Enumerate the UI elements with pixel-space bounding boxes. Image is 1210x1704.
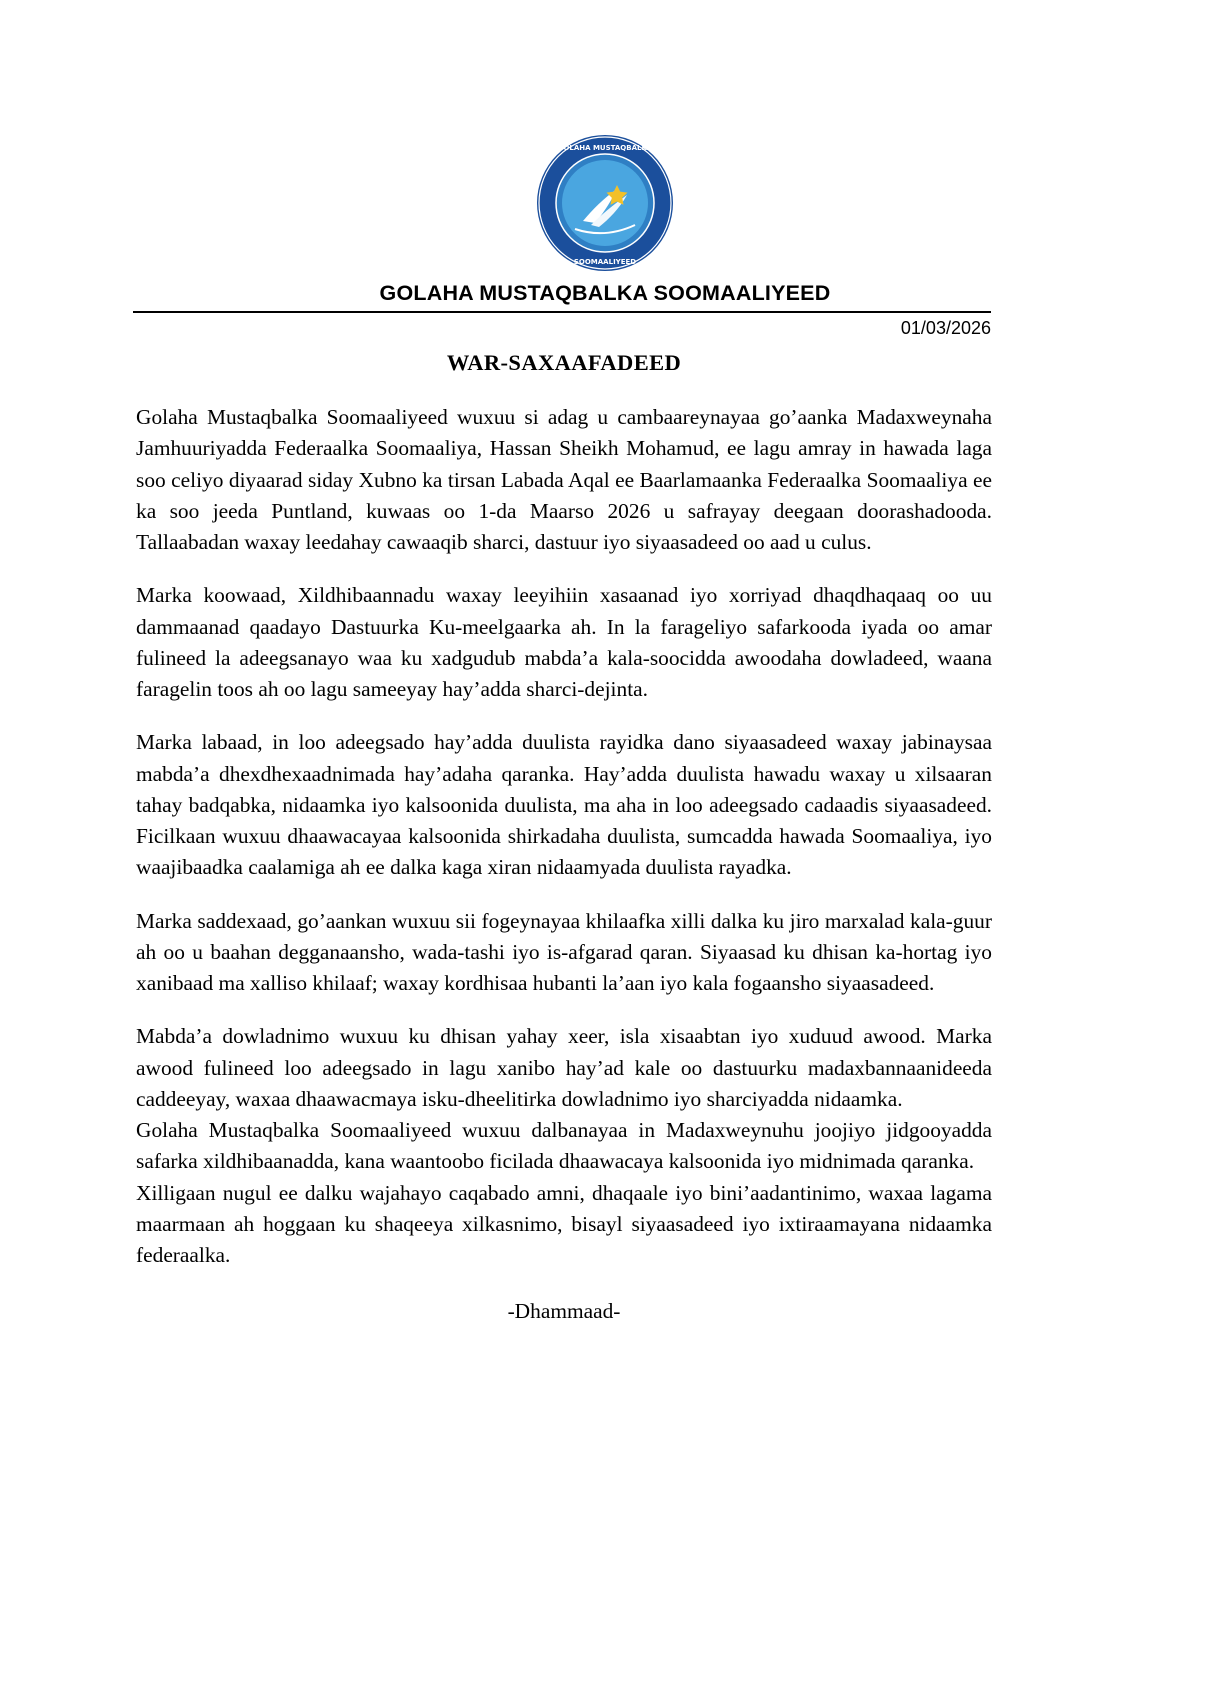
paragraph: Golaha Mustaqbalka Soomaaliyeed wuxuu si adag u cambaareynayaa go’aanka Madaxweynaha Jamhuuriyadda Federaalka Soomaaliya, Hassan Sheikh Mohamud, ee lagu amray in hawada laga soo celiyo diyaarad siday Xubno ka tirsan Labada Aqal ee Baarlamaanka Federaalka Soomaaliya ee ka soo jeeda Puntland, kuwaas oo 1-da Maarso 2026 u safrayay deegaan doorashadooda. Tallaabadan waxay leedahay cawaaqib sharci, dastuur iyo siyaasadeed oo aad u culus.	[136, 405, 992, 554]
header-divider	[133, 311, 991, 313]
paragraph: Xilligaan nugul ee dalku wajahayo caqabado amni, dhaqaale iyo bini’aadantinimo, waxaa lagama maarmaan ah hoggaan ku shaqeeya xilkasnimo, bisayl siyaasadeed iyo ixtiraamayana nidaamka federaalka.	[136, 1180, 992, 1267]
paragraph: Golaha Mustaqbalka Soomaaliyeed wuxuu dalbanayaa in Madaxweynuhu joojiyo jidgooyadda safarka xildhibaanadda, kana waantoobo ficilada dhaawacaya kalsoonida iyo midnimada qaranka.	[136, 1118, 992, 1174]
emblem-container	[0, 133, 1210, 278]
closing-mark: -Dhammaad-	[507, 1299, 621, 1324]
paragraph: Mabda’a dowladnimo wuxuu ku dhisan yahay xeer, isla xisaabtan iyo xuduud awood. Marka awood fulineed loo adeegsado in lagu xanibo hay’ad kale oo dastuurku madaxbannaanideeda caddeeyay, waxaa dhaawacmaya isku-dheelitirka dowladnimo iyo sharciyadda nidaamka.	[136, 1024, 992, 1111]
organization-title: GOLAHA MUSTAQBALKA SOOMAALIYEED	[379, 281, 831, 305]
svg-text:SOOMAALIYEED: SOOMAALIYEED	[573, 258, 637, 266]
document-body	[136, 350, 992, 1324]
document-date: 01/03/2026	[900, 318, 991, 338]
golaha-mustaqbalka-logo-icon	[535, 133, 675, 273]
svg-text:GOLAHA MUSTAQBALKA: GOLAHA MUSTAQBALKA	[557, 144, 653, 152]
paragraph: Marka labaad, in loo adeegsado hay’adda duulista rayidka dano siyaasadeed waxay jabinaysaa mabda’a dhexdhexaadnimada hay’adaha qaranka. Hay’adda duulista hawadu waxay u xilsaaran tahay badqabka, nidaamka iyo kalsoonida duulista, ma aha in loo adeegsado cadaadis siyaasadeed. Ficilkaan wuxuu dhaawacayaa kalsoonida shirkadaha duulista, sumcadda hawada Soomaaliya, iyo waajibaadka caalamiga ah ee dalka kaga xiran nidaamyada duulista rayadka.	[136, 730, 992, 880]
document-heading: WAR-SAXAAFADEED	[446, 350, 682, 375]
paragraph: Marka koowaad, Xildhibaannadu waxay leeyihiin xasaanad iyo xorriyad dhaqdhaqaaq oo uu dammaanad qaadayo Dastuurka Ku-meelgaarka ah. In la farageliyo safarkooda iyada oo amar fulineed la adeegsanayo waa ku xadgudub mabda’a kala-soocidda awoodaha dowladeed, waana faragelin toos ah oo lagu sameeyay hay’adda sharci-dejinta.	[136, 583, 992, 701]
paragraph: Marka saddexaad, go’aankan wuxuu sii fogeynayaa khilaafka xilli dalka ku jiro marxalad kala-guur ah oo u baahan degganaansho, wada-tashi iyo is-afgarad qaran. Siyaasad ku dhisan ka-hortag iyo xanibaad ma xalliso khilaaf; waxay kordhisaa hubanti la’aan iyo kala fogaansho siyaasadeed.	[136, 908, 992, 995]
